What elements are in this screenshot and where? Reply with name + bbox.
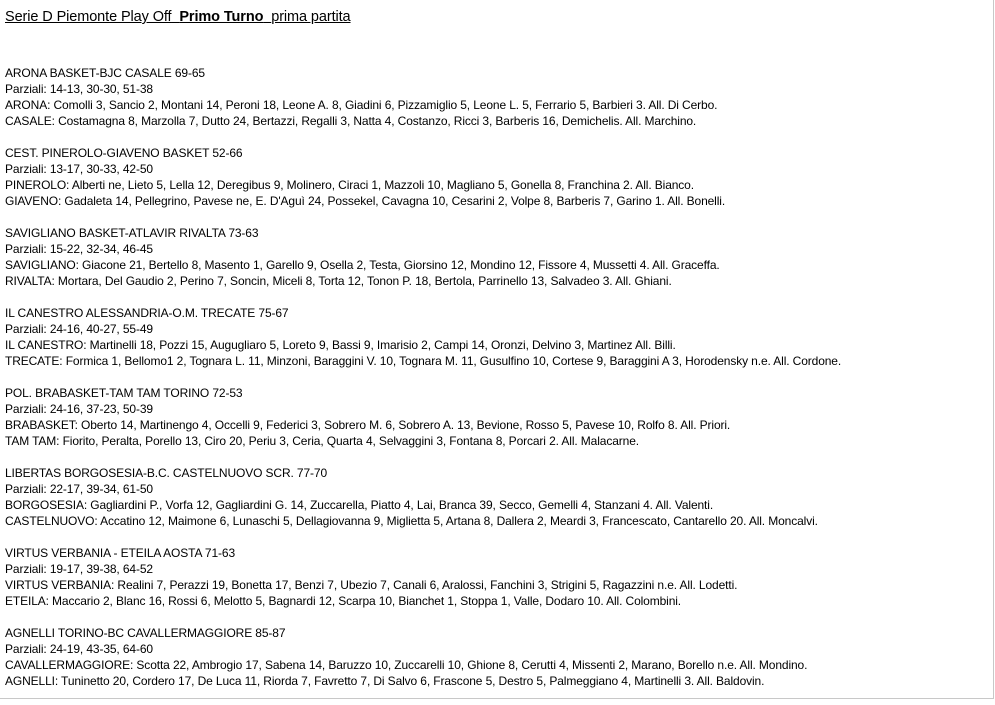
game-result [5,545,990,609]
home-team-scorers: CAVALLERMAGGIORE: Scotta 22, Ambrogio 17, Sabena 14, Baruzzo 10, Zuccarelli 10, Ghione 8, Cerutti 4, Missenti 2, Marano, Borello n.e. All. Mondino. [5,658,808,672]
home-team-scorers: BORGOSESIA: Gagliardini P., Vorfa 12, Gagliardini G. 14, Zuccarella, Piatto 4, Lai, Branca 39, Secco, Gemelli 4, Stanzani 4. All. Valenti. [5,498,714,512]
page-title [5,8,351,26]
title-series: Serie D Piemonte Play Off [5,9,172,25]
home-team-scorers: VIRTUS VERBANIA: Realini 7, Perazzi 19, Bonetta 17, Benzi 7, Ubezio 7, Canali 6, Aralossi, Fanchini 3, Strigini 5, Ragazzini n.e. All. Lodetti. [5,578,738,592]
game-result [5,225,990,289]
title-round: Primo Turno [179,9,264,25]
game-partials: Parziali: 15-22, 32-34, 46-45 [5,242,153,256]
game-partials: Parziali: 14-13, 30-30, 51-38 [5,82,153,96]
game-result [5,65,990,129]
home-team-scorers: IL CANESTRO: Martinelli 18, Pozzi 15, Augugliaro 5, Loreto 9, Bassi 9, Imarisio 2, Campi 14, Oronzi, Delvino 3, Martinez All. Billi. [5,338,676,352]
game-result [5,625,990,689]
title-leg: prima partita [271,9,351,25]
game-partials: Parziali: 24-19, 43-35, 64-60 [5,642,153,656]
game-partials: Parziali: 24-16, 40-27, 55-49 [5,322,153,336]
game-header: IL CANESTRO ALESSANDRIA-O.M. TRECATE 75-67 [5,306,289,320]
home-team-scorers: ARONA: Comolli 3, Sancio 2, Montani 14, Peroni 18, Leone A. 8, Giadini 6, Pizzamiglio 5, Leone L. 5, Ferrario 5, Barbieri 3. All. Di Cerbo. [5,98,718,112]
game-header: VIRTUS VERBANIA - ETEILA AOSTA 71-63 [5,546,235,560]
game-header: AGNELLI TORINO-BC CAVALLERMAGGIORE 85-87 [5,626,286,640]
game-partials: Parziali: 24-16, 37-23, 50-39 [5,402,153,416]
game-partials: Parziali: 19-17, 39-38, 64-52 [5,562,153,576]
away-team-scorers: AGNELLI: Tuninetto 20, Cordero 17, De Luca 11, Riorda 7, Favretto 7, Di Salvo 6, Frascone 5, Destro 5, Palmeggiano 4, Martinelli 3. All. Baldovin. [5,674,765,688]
game-partials: Parziali: 13-17, 30-33, 42-50 [5,162,153,176]
game-header: ARONA BASKET-BJC CASALE 69-65 [5,66,205,80]
away-team-scorers: CASALE: Costamagna 8, Marzolla 7, Dutto 24, Bertazzi, Regalli 3, Natta 4, Costanzo, Ricci 3, Barberis 16, Demichelis. All. Marchino. [5,114,697,128]
home-team-scorers: BRABASKET: Oberto 14, Martinengo 4, Occelli 9, Federici 3, Sobrero M. 6, Sobrero A. 13, Bevione, Rosso 5, Pavese 10, Rolfo 8. All. Priori. [5,418,731,432]
game-result [5,305,990,369]
away-team-scorers: ETEILA: Maccario 2, Blanc 16, Rossi 6, Melotto 5, Bagnardi 12, Scarpa 10, Bianchet 1, Stoppa 1, Valle, Dodaro 10. All. Colombini. [5,594,682,608]
game-header: LIBERTAS BORGOSESIA-B.C. CASTELNUOVO SCR. 77-70 [5,466,328,480]
away-team-scorers: TAM TAM: Fiorito, Peralta, Porello 13, Ciro 20, Periu 3, Ceria, Quarta 4, Selvaggini 3, Fontana 8, Porcari 2. All. Malacarne. [5,434,639,448]
game-result [5,465,990,529]
game-partials: Parziali: 22-17, 39-34, 61-50 [5,482,153,496]
away-team-scorers: CASTELNUOVO: Accatino 12, Maimone 6, Lunaschi 5, Dellagiovanna 9, Miglietta 5, Artana 8, Dallera 2, Meardi 3, Francescato, Cantarello 20. All. Moncalvi. [5,514,818,528]
home-team-scorers: SAVIGLIANO: Giacone 21, Bertello 8, Masento 1, Garello 9, Osella 2, Testa, Giorsino 12, Mondino 12, Fissore 4, Mussetti 4. All. Graceffa. [5,258,720,272]
results-list [5,65,990,705]
away-team-scorers: RIVALTA: Mortara, Del Gaudio 2, Perino 7, Soncin, Miceli 8, Torta 12, Tonon P. 18, Bertola, Parrinello 13, Salvadeo 3. All. Ghiani. [5,274,672,288]
game-header: POL. BRABASKET-TAM TAM TORINO 72-53 [5,386,243,400]
game-result [5,145,990,209]
away-team-scorers: GIAVENO: Gadaleta 14, Pellegrino, Pavese ne, E. D'Aguì 24, Possekel, Cavagna 10, Cesarini 2, Volpe 8, Barberis 7, Garino 1. All. Bonelli. [5,194,726,208]
game-header: SAVIGLIANO BASKET-ATLAVIR RIVALTA 73-63 [5,226,259,240]
home-team-scorers: PINEROLO: Alberti ne, Lieto 5, Lella 12, Deregibus 9, Molinero, Ciraci 1, Mazzoli 10, Magliano 5, Gonella 8, Franchina 2. All. Bianco. [5,178,694,192]
away-team-scorers: TRECATE: Formica 1, Bellomo1 2, Tognara L. 11, Minzoni, Baraggini V. 10, Tognara M. 11, Gusulfino 10, Cortese 9, Baraggini A 3, Horodensky n.e. All. Cordone. [5,354,842,368]
game-result [5,385,990,449]
game-header: CEST. PINEROLO-GIAVENO BASKET 52-66 [5,146,243,160]
